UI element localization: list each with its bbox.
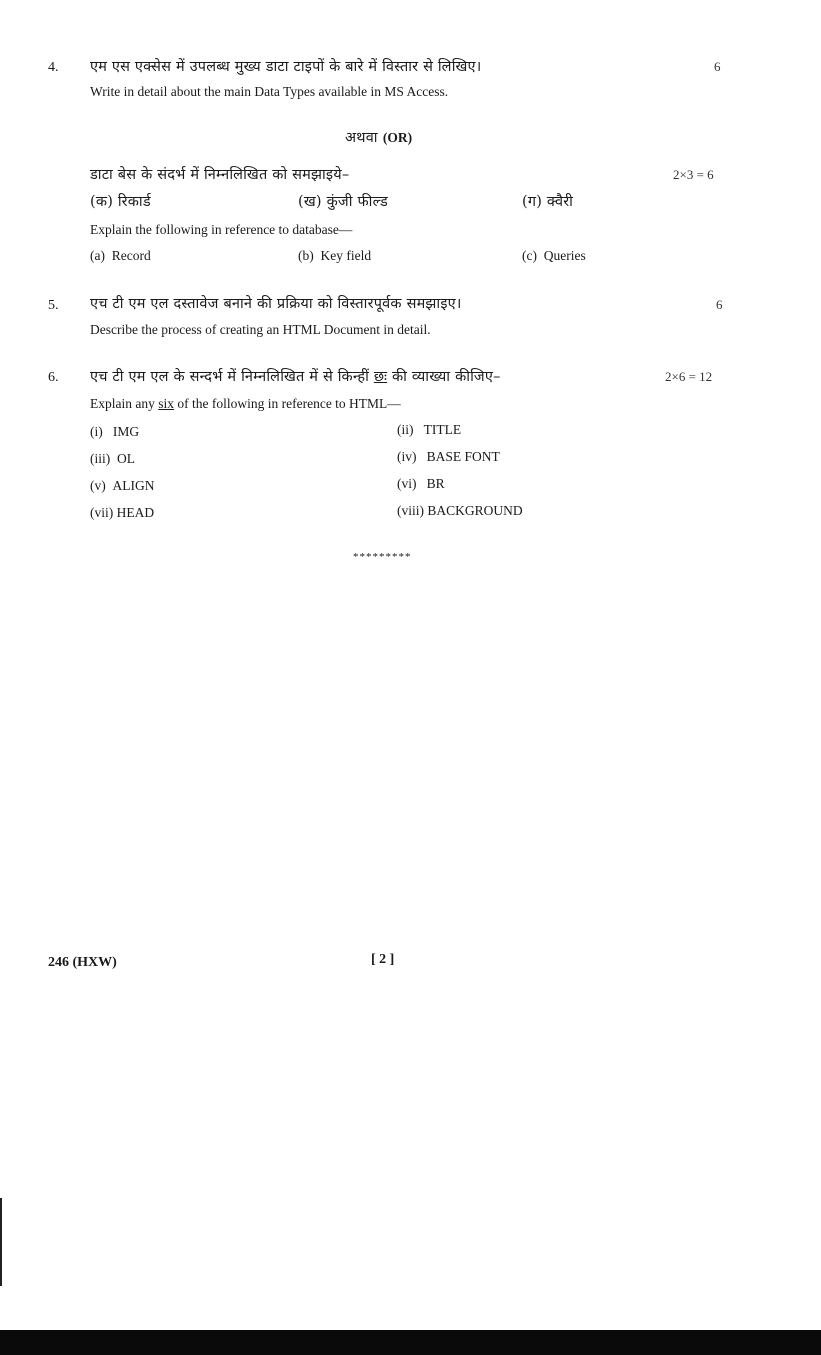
scan-bottom-border: [0, 1330, 821, 1355]
q4-alt-english-text: Explain the following in reference to database—: [90, 222, 353, 237]
q4-alt-hindi-option: (क) रिकार्ड: [90, 194, 151, 210]
q5-marks: 6: [716, 297, 723, 312]
q4-alt-marks: 2×3 = 6: [673, 167, 714, 182]
or-heading-hindi: अथवा: [345, 130, 378, 146]
or-heading-english: (OR): [382, 130, 413, 145]
q5-hindi-text: एच टी एम एल दस्तावेज बनाने की प्रक्रिया को विस्तारपूर्वक समझाइए।: [90, 296, 462, 312]
footer-paper-code: 246 (HXW): [48, 955, 117, 970]
q4-alt-hindi-option: (ख) कुंजी फील्ड: [298, 194, 388, 210]
footer-page-number: [ 2 ]: [371, 952, 395, 967]
q4-alt-english-option: (a) Record: [90, 248, 151, 263]
q6-hindi-text: एच टी एम एल के सन्दर्भ में निम्नलिखित में से किन्हीं छः की व्याख्या कीजिए–: [90, 369, 501, 385]
q4-alt-english-option: (b) Key field: [298, 248, 372, 263]
or-heading: [345, 127, 412, 147]
q6-item: (i) IMG: [90, 424, 140, 439]
q6-item: (vii) HEAD: [90, 505, 155, 520]
q6-item: (ii) TITLE: [397, 422, 462, 437]
q6-hindi-underlined: छः: [373, 369, 388, 385]
q4-alt-hindi-text: डाटा बेस के संदर्भ में निम्नलिखित को समझाइये–: [90, 167, 350, 183]
q6-item: (iii) OL: [90, 451, 135, 466]
q4-number: 4.: [48, 60, 59, 75]
q4-marks: 6: [714, 59, 721, 74]
q6-item: (vi) BR: [397, 476, 445, 491]
end-of-section-marker: *********: [353, 551, 412, 563]
q6-number: 6.: [48, 370, 59, 385]
q6-item: (viii) BACKGROUND: [397, 503, 523, 518]
q4-hindi-text: एम एस एक्सेस में उपलब्ध मुख्य डाटा टाइपों के बारे में विस्तार से लिखिए।: [90, 59, 482, 75]
q6-item: (v) ALIGN: [90, 478, 155, 493]
q6-marks: 2×6 = 12: [665, 369, 713, 384]
q6-english-underlined: six: [158, 396, 174, 411]
q6-english-text: Explain any six of the following in reference to HTML—: [90, 396, 401, 411]
q5-english-text: Describe the process of creating an HTML Document in detail.: [90, 322, 431, 337]
q4-alt-english-option: (c) Queries: [522, 248, 586, 263]
q4-english-text: Write in detail about the main Data Types available in MS Access.: [90, 84, 449, 99]
q4-alt-hindi-option: (ग) क्वैरी: [522, 194, 574, 210]
q6-item: (iv) BASE FONT: [397, 449, 500, 464]
scan-edge-line: [0, 1198, 2, 1286]
q5-number: 5.: [48, 298, 59, 313]
